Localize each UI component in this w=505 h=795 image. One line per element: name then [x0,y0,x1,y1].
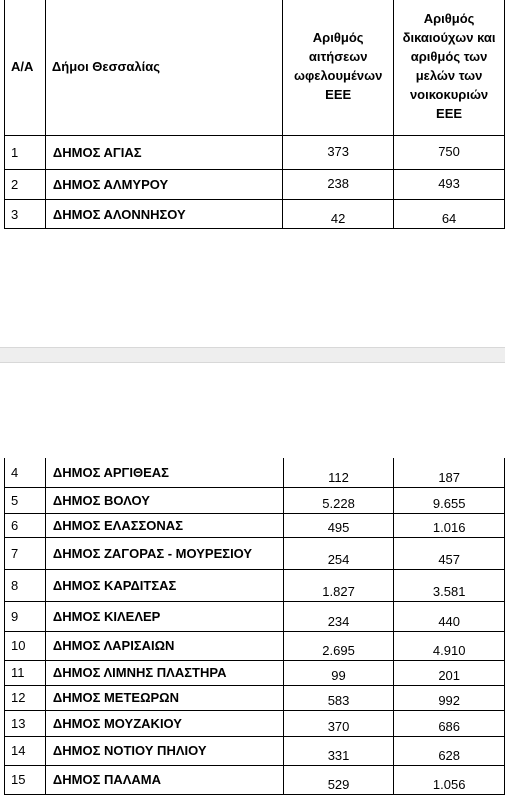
row-aa: 13 [5,710,46,736]
table-header-row [5,0,505,136]
row-applications: 373 [283,136,394,170]
row-applications: 234 [283,601,394,631]
row-applications: 583 [283,685,394,710]
row-municipality: ΔΗΜΟΣ ΛΙΜΝΗΣ ΠΛΑΣΤΗΡΑ [45,660,283,685]
row-municipality: ΔΗΜΟΣ ΖΑΓΟΡΑΣ - ΜΟΥΡΕΣΙΟΥ [45,537,283,569]
table-row [5,487,505,513]
row-aa: 4 [5,458,46,487]
table-row [5,170,505,200]
table-row [5,200,505,229]
row-beneficiaries: 201 [394,660,505,685]
row-beneficiaries: 457 [394,537,505,569]
row-applications: 254 [283,537,394,569]
row-beneficiaries: 9.655 [394,487,505,513]
row-applications: 99 [283,660,394,685]
row-aa: 12 [5,685,46,710]
row-beneficiaries: 493 [394,170,505,200]
municipalities-table-page-1 [4,0,505,229]
header-aa: Α/Α [5,0,46,136]
table-row [5,710,505,736]
row-applications: 331 [283,736,394,765]
row-beneficiaries: 440 [394,601,505,631]
row-applications: 2.695 [283,631,394,660]
row-municipality: ΔΗΜΟΣ ΝΟΤΙΟΥ ΠΗΛΙΟΥ [45,736,283,765]
row-applications: 238 [283,170,394,200]
row-municipality: ΔΗΜΟΣ ΚΙΛΕΛΕΡ [45,601,283,631]
row-municipality: ΔΗΜΟΣ ΕΛΑΣΣΟΝΑΣ [45,513,283,537]
row-beneficiaries: 686 [394,710,505,736]
row-beneficiaries: 4.910 [394,631,505,660]
row-municipality: ΔΗΜΟΣ ΜΟΥΖΑΚΙΟΥ [45,710,283,736]
row-municipality: ΔΗΜΟΣ ΜΕΤΕΩΡΩΝ [45,685,283,710]
row-municipality: ΔΗΜΟΣ ΚΑΡΔΙΤΣΑΣ [45,569,283,601]
row-beneficiaries: 992 [394,685,505,710]
row-applications: 5.228 [283,487,394,513]
header-applications: Αριθμός αιτήσεων ωφελουμένων ΕΕΕ [283,0,394,136]
row-municipality: ΔΗΜΟΣ ΑΡΓΙΘΕΑΣ [45,458,283,487]
row-beneficiaries: 187 [394,458,505,487]
row-aa: 2 [5,170,46,200]
row-beneficiaries: 3.581 [394,569,505,601]
row-applications: 112 [283,458,394,487]
row-aa: 9 [5,601,46,631]
table-row [5,660,505,685]
row-applications: 529 [283,765,394,794]
row-municipality: ΔΗΜΟΣ ΑΓΙΑΣ [45,136,282,170]
row-beneficiaries: 64 [394,200,505,229]
row-applications: 1.827 [283,569,394,601]
table-row [5,631,505,660]
row-municipality: ΔΗΜΟΣ ΒΟΛΟΥ [45,487,283,513]
row-aa: 11 [5,660,46,685]
table-row [5,736,505,765]
page-break [0,347,505,363]
row-aa: 8 [5,569,46,601]
municipalities-table-page-2 [4,458,505,795]
header-municipality: Δήμοι Θεσσαλίας [45,0,282,136]
table-row [5,569,505,601]
row-municipality: ΔΗΜΟΣ ΛΑΡΙΣΑΙΩΝ [45,631,283,660]
table-row [5,765,505,794]
row-municipality: ΔΗΜΟΣ ΑΛΜΥΡΟΥ [45,170,282,200]
table-row [5,513,505,537]
row-applications: 495 [283,513,394,537]
row-aa: 10 [5,631,46,660]
header-beneficiaries: Αριθμός δικαιούχων και αριθμός των μελών των νοικοκυριών ΕΕΕ [394,0,505,136]
row-applications: 42 [283,200,394,229]
row-aa: 3 [5,200,46,229]
row-beneficiaries: 1.056 [394,765,505,794]
row-aa: 5 [5,487,46,513]
table-row [5,685,505,710]
row-applications: 370 [283,710,394,736]
row-beneficiaries: 1.016 [394,513,505,537]
row-municipality: ΔΗΜΟΣ ΠΑΛΑΜΑ [45,765,283,794]
row-beneficiaries: 750 [394,136,505,170]
row-municipality: ΔΗΜΟΣ ΑΛΟΝΝΗΣΟΥ [45,200,282,229]
table-row [5,136,505,170]
table-row [5,458,505,487]
row-beneficiaries: 628 [394,736,505,765]
row-aa: 1 [5,136,46,170]
row-aa: 14 [5,736,46,765]
row-aa: 6 [5,513,46,537]
table-row [5,601,505,631]
row-aa: 7 [5,537,46,569]
row-aa: 15 [5,765,46,794]
table-row [5,537,505,569]
